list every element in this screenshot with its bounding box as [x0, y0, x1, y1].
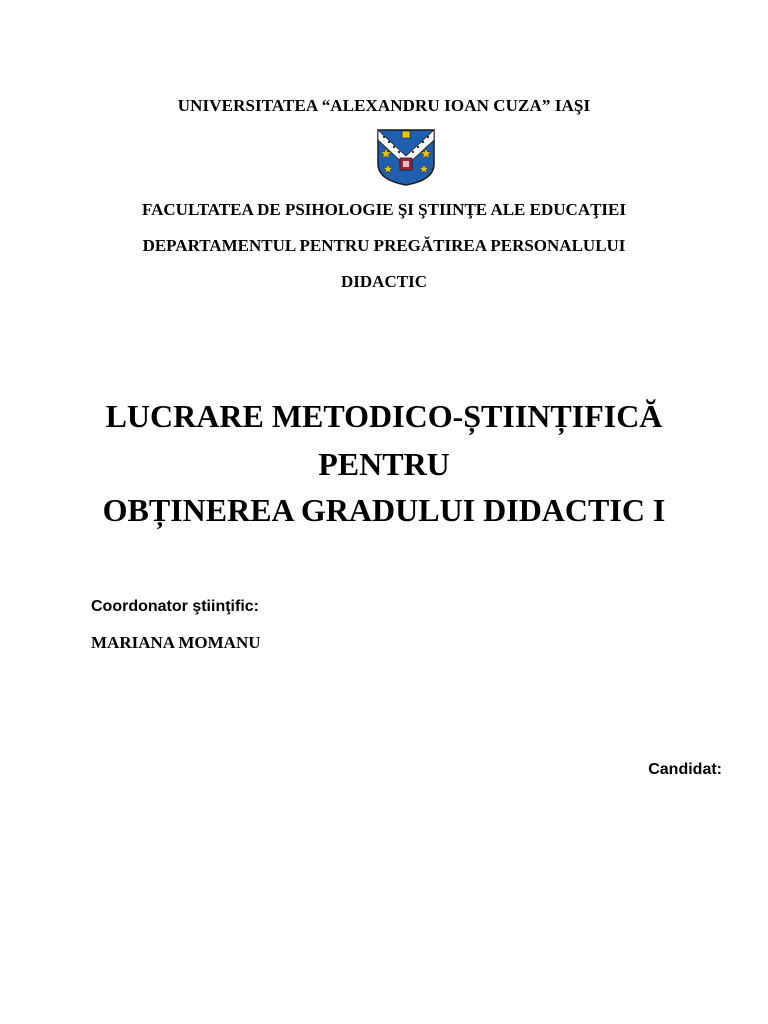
- document-title-line3: OBȚINEREA GRADULUI DIDACTIC I: [102, 492, 666, 528]
- university-name: UNIVERSITATEA “ALEXANDRU IOAN CUZA” IAŞI: [177, 96, 591, 115]
- document-title-line2: PENTRU: [318, 446, 450, 482]
- faculty-name: FACULTATEA DE PSIHOLOGIE ŞI ŞTIINŢE ALE EDUCAŢIEI: [141, 200, 627, 219]
- document-title-line1: LUCRARE METODICO-ȘTIINȚIFICĂ: [105, 398, 663, 434]
- department-name-line1: DEPARTAMENTUL PENTRU PREGĂTIREA PERSONALULUI: [142, 236, 626, 255]
- coordinator-name: MARIANA MOMANU: [91, 633, 261, 652]
- coordinator-label: Coordonator ştiinţific:: [91, 598, 259, 615]
- university-crest-icon: [376, 128, 436, 186]
- department-name-line2: DIDACTIC: [341, 272, 427, 291]
- candidate-label: Candidat:: [648, 761, 722, 778]
